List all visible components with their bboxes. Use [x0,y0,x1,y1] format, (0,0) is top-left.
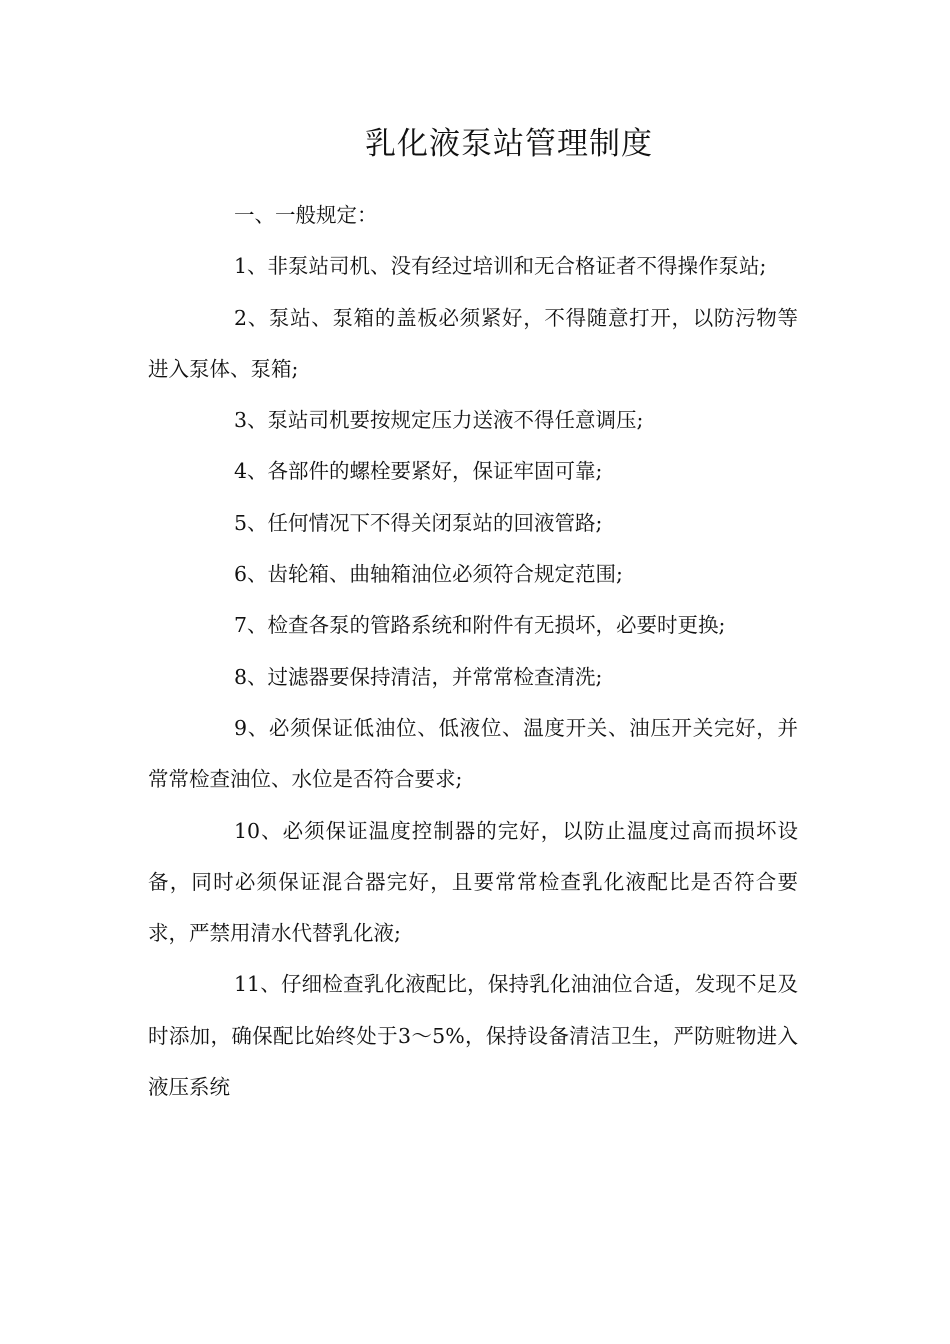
rule-item-7: 7、检查各泵的管路系统和附件有无损坏，必要时更换; [234,613,726,638]
section-heading: 一、一般规定： [234,203,378,227]
rule-item-3: 3、泵站司机要按规定压力送液不得任意调压; [234,408,644,433]
rule-item-1: 1、非泵站司机、没有经过培训和无合格证者不得操作泵站; [234,254,767,279]
rule-item-11: 11、仔细检查乳化液配比，保持乳化油油位合适，发现不足及时添加，确保配比始终处于3～5%，保持设备清洁卫生，严防赃物进入液压系统 [148,972,798,1100]
rule-item-10: 10、必须保证温度控制器的完好，以防止温度过高而损坏设备，同时必须保证混合器完好，且要常常检查乳化液配比是否符合要求，严禁用清水代替乳化液; [148,818,798,946]
rule-item-2: 2、泵站、泵箱的盖板必须紧好，不得随意打开，以防污物等进入泵体、泵箱; [148,305,798,381]
rule-item-5: 5、任何情况下不得关闭泵站的回液管路; [234,510,603,535]
rule-item-6: 6、齿轮箱、曲轴箱油位必须符合规定范围; [234,562,623,587]
rule-item-8: 8、过滤器要保持清洁，并常常检查清洗; [234,664,603,689]
document-title: 乳化液泵站管理制度 [365,126,653,162]
rule-item-9: 9、必须保证低油位、低液位、温度开关、油压开关完好，并常常检查油位、水位是否符合要求; [148,715,798,792]
rule-item-4: 4、各部件的螺栓要紧好，保证牢固可靠; [234,459,603,484]
document-body [148,190,798,1113]
